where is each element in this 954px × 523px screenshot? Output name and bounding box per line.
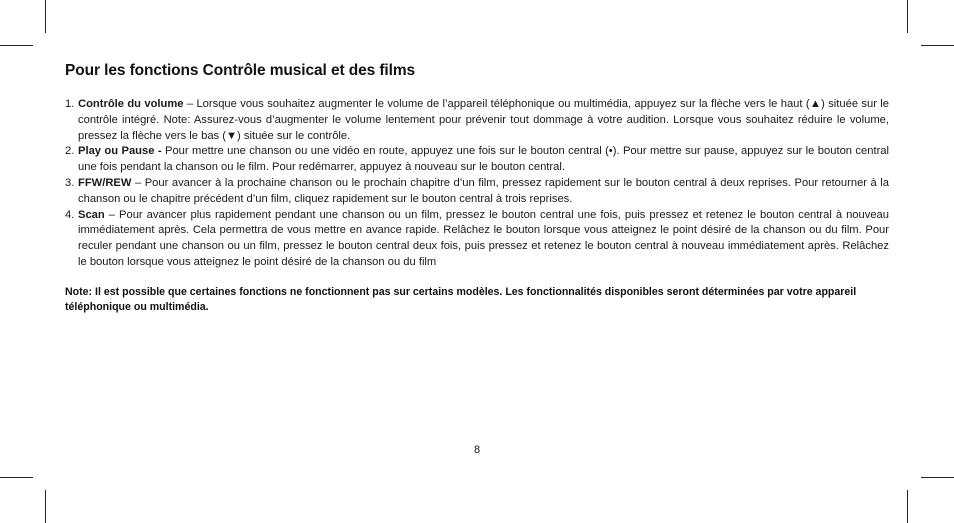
list-item-number: 2. <box>65 145 75 158</box>
list-item-text: – Pour avancer plus rapidement pendant une chanson ou un film, pressez le bouton central une fois, puis pressez et retenez le bouton central à nouveau immédiatement après. Cela permettra de vous mettre en avance rapide. Relâchez le bouton lorsque vous atteignez le point désiré de la chanson ou du film. Pour reculer pendant une chanson ou un film, pressez le bouton central deux fois, puis pressez et retenez le bouton central à nouveau immédiatement après. Relâchez le bouton lorsque vous atteignez le point désiré de la chanson ou du film <box>78 208 889 268</box>
list-item-text: Pour mettre une chanson ou une vidéo en route, appuyez une fois sur le bouton central (•). Pour mettre sur pause, appuyez sur le bouton central une fois pendant la chanson ou le film. Pour redémarrer, appuyez à nouveau sur le bouton central. <box>78 145 889 174</box>
list-item <box>65 144 889 176</box>
list-item <box>65 176 889 208</box>
crop-mark-top-left-vertical <box>45 0 46 33</box>
list-item <box>65 97 889 144</box>
crop-mark-bottom-right-horizontal <box>921 477 954 478</box>
list-item-term: FFW/REW <box>78 176 132 189</box>
list-item-number: 1. <box>65 98 75 110</box>
list-item-term: Scan <box>78 208 105 221</box>
page-number: 8 <box>473 444 481 456</box>
list-item-text: – Pour avancer à la prochaine chanson ou le prochain chapitre d’un film, pressez rapidement sur le bouton central à deux reprises. Pour retourner à la chanson ou le chapitre précédent d’un film, cliquez rapidement sur le bouton central à trois reprises. <box>78 176 889 205</box>
list-item-term: Contrôle du volume <box>78 98 187 110</box>
list-item-text: – Lorsque vous souhaitez augmenter le volume de l’appareil téléphonique ou multimédia, appuyez sur la flèche vers le haut (▲) située sur le contrôle intégré. Note: Assurez-vous d’augmenter le volume lentement pour prévenir tout dommage à votre audition. Lorsque vous souhaitez réduire le volume, pressez la flèche vers le bas (▼) située sur le contrôle. <box>78 98 889 142</box>
crop-mark-bottom-left-vertical <box>45 490 46 523</box>
list-item-number: 3. <box>65 176 75 189</box>
crop-mark-top-right-horizontal <box>921 45 954 46</box>
page-content <box>65 62 889 327</box>
page-title: Pour les fonctions Contrôle musical et des films <box>65 62 416 79</box>
crop-mark-bottom-left-horizontal <box>0 477 33 478</box>
crop-mark-top-left-horizontal <box>0 45 33 46</box>
list-item <box>65 208 889 271</box>
instruction-list <box>65 97 889 271</box>
list-item-number: 4. <box>65 208 75 221</box>
list-item-term: Play ou Pause - <box>78 145 162 158</box>
compatibility-note: Note: Il est possible que certaines fonctions ne fonctionnent pas sur certains modèles. Les fonctionnalités disponibles seront déterminées par votre appareil téléphonique ou multimédia. <box>65 285 857 314</box>
crop-mark-bottom-right-vertical <box>907 490 908 523</box>
crop-mark-top-right-vertical <box>907 0 908 33</box>
